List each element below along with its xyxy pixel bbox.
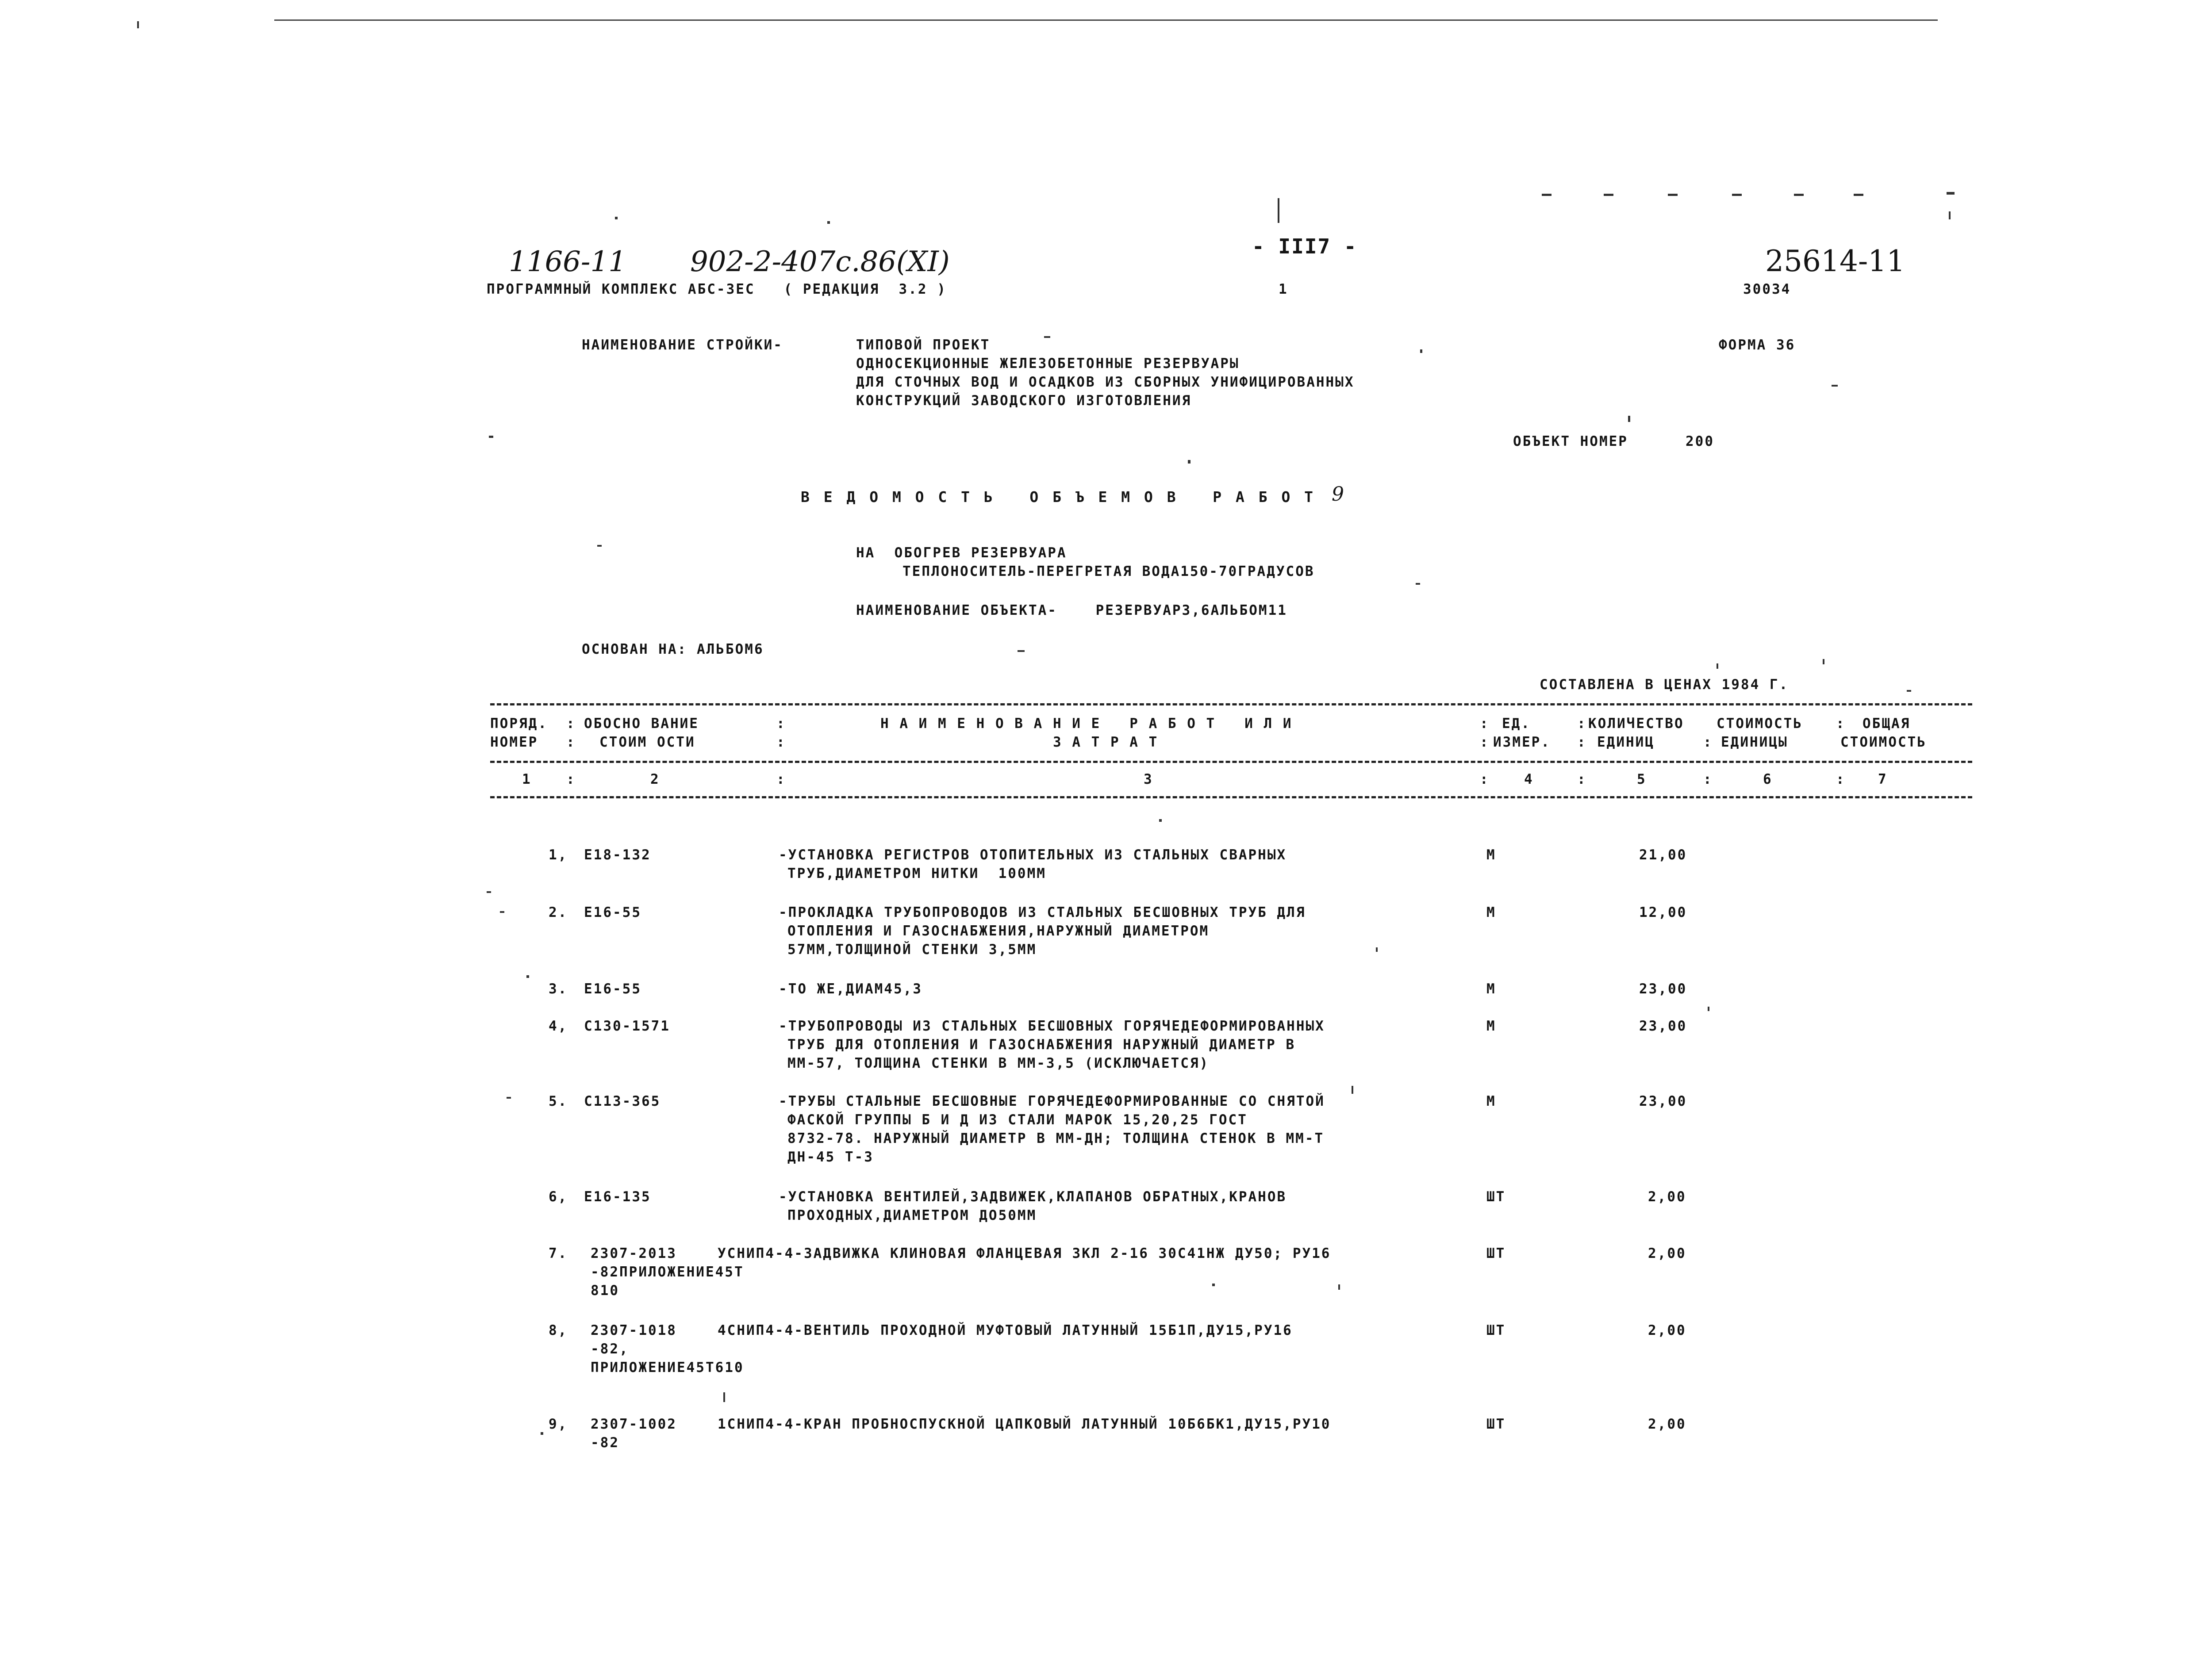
form-label: ФОРМА 36 bbox=[1719, 337, 1796, 353]
row-name-line: УСНИП4-4-ЗАДВИЖКА КЛИНОВАЯ ФЛАНЦЕВАЯ ЗКЛ 2-16 30С41НЖ ДУ50; РУ16 bbox=[718, 1245, 1331, 1261]
header-order-2: НОМЕР bbox=[490, 734, 538, 750]
colnum-2: 2 bbox=[650, 771, 660, 787]
row-number: 8, bbox=[549, 1322, 568, 1338]
row-name-line: -ТРУБЫ СТАЛЬНЫЕ БЕСШОВНЫЕ ГОРЯЧЕДЕФОРМИРОВАННЫЕ СО СНЯТОЙ bbox=[779, 1093, 1325, 1109]
colnum-7: 7 bbox=[1878, 771, 1888, 787]
handwritten-project-code: 902-2-407с.86(XI) bbox=[690, 245, 950, 278]
header-qty-2: ЕДИНИЦ bbox=[1597, 734, 1655, 750]
row-code: Е16-135 bbox=[584, 1189, 651, 1205]
row-code: С130-1571 bbox=[584, 1018, 670, 1034]
row-code: Е16-55 bbox=[584, 904, 641, 920]
row-name-line: ПРИЛОЖЕНИЕ45Т610 bbox=[591, 1360, 744, 1376]
row-quantity: 23,00 bbox=[1639, 981, 1687, 997]
row-quantity: 23,00 bbox=[1639, 1018, 1687, 1034]
row-name-line: ТРУБ ДЛЯ ОТОПЛЕНИЯ И ГАЗОСНАБЖЕНИЯ НАРУЖНЫЙ ДИАМЕТР В bbox=[787, 1037, 1296, 1053]
row-code: 2307-2013 bbox=[591, 1245, 677, 1261]
construction-line-1: ТИПОВОЙ ПРОЕКТ bbox=[856, 337, 991, 353]
row-code: Е16-55 bbox=[584, 981, 641, 997]
row-name-line: 1СНИП4-4-КРАН ПРОБНОСПУСКНОЙ ЦАПКОВЫЙ ЛАТУННЫЙ 10Б6БК1,ДУ15,РУ10 bbox=[718, 1416, 1331, 1432]
row-name-line: ТРУБ,ДИАМЕТРОМ НИТКИ 100ММ bbox=[787, 866, 1046, 881]
row-number: 3. bbox=[549, 981, 568, 997]
header-name-1: Н А И М Е Н О В А Н И Е Р А Б О Т И Л И bbox=[880, 716, 1293, 732]
header-basis-1: ОБОСНО ВАНИЕ bbox=[584, 716, 699, 732]
header-unit-1: ЕД. bbox=[1502, 716, 1531, 732]
row-number: 7. bbox=[549, 1245, 568, 1261]
header-qty-1: КОЛИЧЕСТВО bbox=[1588, 716, 1684, 732]
row-code: 2307-1018 bbox=[591, 1322, 677, 1338]
header-unitcost-1: СТОИМОСТЬ bbox=[1717, 716, 1803, 732]
row-unit: М bbox=[1486, 1018, 1496, 1034]
object-number: 200 bbox=[1686, 433, 1714, 449]
object-name: НАИМЕНОВАНИЕ ОБЪЕКТА- РЕЗЕРВУАР3,6АЛЬБОМ11 bbox=[856, 602, 1287, 618]
row-name-line: 8732-78. НАРУЖНЫЙ ДИАМЕТР В ММ-ДН; ТОЛЩИНА СТЕНОК В ММ-Т bbox=[787, 1130, 1325, 1146]
subject-line-1: НА ОБОГРЕВ РЕЗЕРВУАРА bbox=[856, 545, 1067, 561]
row-name-line: -ТО ЖЕ,ДИАМ45,3 bbox=[779, 981, 922, 997]
handwritten-left-code: 1166-11 bbox=[509, 245, 626, 278]
row-quantity: 2,00 bbox=[1648, 1416, 1686, 1432]
header-order-1: ПОРЯД. bbox=[490, 716, 548, 732]
top-edge-line bbox=[274, 19, 1938, 21]
row-unit: ШТ bbox=[1486, 1189, 1506, 1205]
row-name-line: -ПРОКЛАДКА ТРУБОПРОВОДОВ ИЗ СТАЛЬНЫХ БЕСШОВНЫХ ТРУБ ДЛЯ bbox=[779, 904, 1306, 920]
construction-label: НАИМЕНОВАНИЕ СТРОЙКИ- bbox=[582, 337, 783, 353]
row-number: 2. bbox=[549, 904, 568, 920]
table-rule-numbers bbox=[490, 796, 1972, 798]
row-quantity: 2,00 bbox=[1648, 1189, 1686, 1205]
based-on: ОСНОВАН НА: АЛЬБОМ6 bbox=[582, 641, 764, 657]
row-unit: М bbox=[1486, 1093, 1496, 1109]
colnum-3: 3 bbox=[1144, 771, 1153, 787]
row-quantity: 2,00 bbox=[1648, 1322, 1686, 1338]
table-rule-top bbox=[490, 703, 1972, 705]
row-number: 1, bbox=[549, 847, 568, 863]
row-name-line: ФАСКОЙ ГРУППЫ Б И Д ИЗ СТАЛИ МАРОК 15,20,25 ГОСТ bbox=[787, 1112, 1248, 1128]
colnum-6: 6 bbox=[1763, 771, 1773, 787]
row-code: С113-365 bbox=[584, 1093, 661, 1109]
row-name-line: ОТОПЛЕНИЯ И ГАЗОСНАБЖЕНИЯ,НАРУЖНЫЙ ДИАМЕТРОМ bbox=[787, 923, 1210, 939]
header-basis-2: СТОИМ ОСТИ bbox=[599, 734, 695, 750]
row-quantity: 12,00 bbox=[1639, 904, 1687, 920]
subject-line-2: ТЕПЛОНОСИТЕЛЬ-ПЕРЕГРЕТАЯ ВОДА150-70ГРАДУСОВ bbox=[902, 563, 1315, 579]
row-number: 6, bbox=[549, 1189, 568, 1205]
header-total-1: ОБЩАЯ bbox=[1863, 716, 1911, 732]
header-page: 1 bbox=[1279, 281, 1288, 297]
document-title: В Е Д О М О С Т Ь О Б Ъ Е М О В Р А Б О Т bbox=[801, 488, 1316, 506]
colnum-1: 1 bbox=[522, 771, 532, 787]
row-unit: ШТ bbox=[1486, 1322, 1506, 1338]
prices-note: СОСТАВЛЕНА В ЦЕНАХ 1984 Г. bbox=[1540, 677, 1789, 693]
row-number: 9, bbox=[549, 1416, 568, 1432]
row-name-line: ММ-57, ТОЛЩИНА СТЕНКИ В ММ-3,5 (ИСКЛЮЧАЕТСЯ) bbox=[787, 1055, 1210, 1071]
header-unitcost-2: ЕДИНИЦЫ bbox=[1721, 734, 1788, 750]
row-code: 2307-1002 bbox=[591, 1416, 677, 1432]
construction-line-2: ОДНОСЕКЦИОННЫЕ ЖЕЛЕЗОБЕТОННЫЕ РЕЗЕРВУАРЫ bbox=[856, 356, 1240, 372]
row-quantity: 21,00 bbox=[1639, 847, 1687, 863]
row-name-line: -82 bbox=[591, 1435, 619, 1451]
header-code: 30034 bbox=[1743, 281, 1791, 297]
row-unit: ШТ bbox=[1486, 1416, 1506, 1432]
row-name-line: ДН-45 Т-3 bbox=[787, 1149, 874, 1165]
program-header: ПРОГРАММНЫЙ КОМПЛЕКС АБС-3ЕС ( РЕДАКЦИЯ 3.2 ) bbox=[487, 281, 947, 297]
row-name-line: -ТРУБОПРОВОДЫ ИЗ СТАЛЬНЫХ БЕСШОВНЫХ ГОРЯЧЕДЕФОРМИРОВАННЫХ bbox=[779, 1018, 1325, 1034]
row-name-line: 57ММ,ТОЛЩИНОЙ СТЕНКИ 3,5ММ bbox=[787, 942, 1037, 958]
construction-line-4: КОНСТРУКЦИЙ ЗАВОДСКОГО ИЗГОТОВЛЕНИЯ bbox=[856, 393, 1192, 409]
object-label: ОБЪЕКТ НОМЕР bbox=[1513, 433, 1628, 449]
table-rule-header bbox=[490, 761, 1972, 763]
colnum-4: 4 bbox=[1524, 771, 1534, 787]
header-unit-2: ИЗМЕР. bbox=[1493, 734, 1551, 750]
row-name-line: -82ПРИЛОЖЕНИЕ45Т bbox=[591, 1264, 744, 1280]
header-name-2: З А Т Р А Т bbox=[1053, 734, 1159, 750]
row-name-line: 810 bbox=[591, 1283, 619, 1299]
row-name-line: -УСТАНОВКА РЕГИСТРОВ ОТОПИТЕЛЬНЫХ ИЗ СТАЛЬНЫХ СВАРНЫХ bbox=[779, 847, 1287, 863]
page-number: - III7 - bbox=[1252, 234, 1357, 258]
row-unit: М bbox=[1486, 981, 1496, 997]
row-unit: ШТ bbox=[1486, 1245, 1506, 1261]
row-number: 5. bbox=[549, 1093, 568, 1109]
row-name-line: -УСТАНОВКА ВЕНТИЛЕЙ,ЗАДВИЖЕК,КЛАПАНОВ ОБРАТНЫХ,КРАНОВ bbox=[779, 1189, 1287, 1205]
row-unit: М bbox=[1486, 847, 1496, 863]
row-name-line: 4СНИП4-4-ВЕНТИЛЬ ПРОХОДНОЙ МУФТОВЫЙ ЛАТУННЫЙ 15Б1П,ДУ15,РУ16 bbox=[718, 1322, 1293, 1338]
header-total-2: СТОИМОСТЬ bbox=[1840, 734, 1927, 750]
row-number: 4, bbox=[549, 1018, 568, 1034]
title-number: 9 bbox=[1332, 483, 1344, 506]
handwritten-sheet-code: 25614-11 bbox=[1765, 244, 1905, 278]
row-unit: М bbox=[1486, 904, 1496, 920]
row-code: Е18-132 bbox=[584, 847, 651, 863]
row-name-line: ПРОХОДНЫХ,ДИАМЕТРОМ ДО50ММ bbox=[787, 1207, 1037, 1223]
row-quantity: 23,00 bbox=[1639, 1093, 1687, 1109]
row-name-line: -82, bbox=[591, 1341, 629, 1357]
construction-line-3: ДЛЯ СТОЧНЫХ ВОД И ОСАДКОВ ИЗ СБОРНЫХ УНИФИЦИРОВАННЫХ bbox=[856, 374, 1355, 390]
row-quantity: 2,00 bbox=[1648, 1245, 1686, 1261]
colnum-5: 5 bbox=[1637, 771, 1647, 787]
